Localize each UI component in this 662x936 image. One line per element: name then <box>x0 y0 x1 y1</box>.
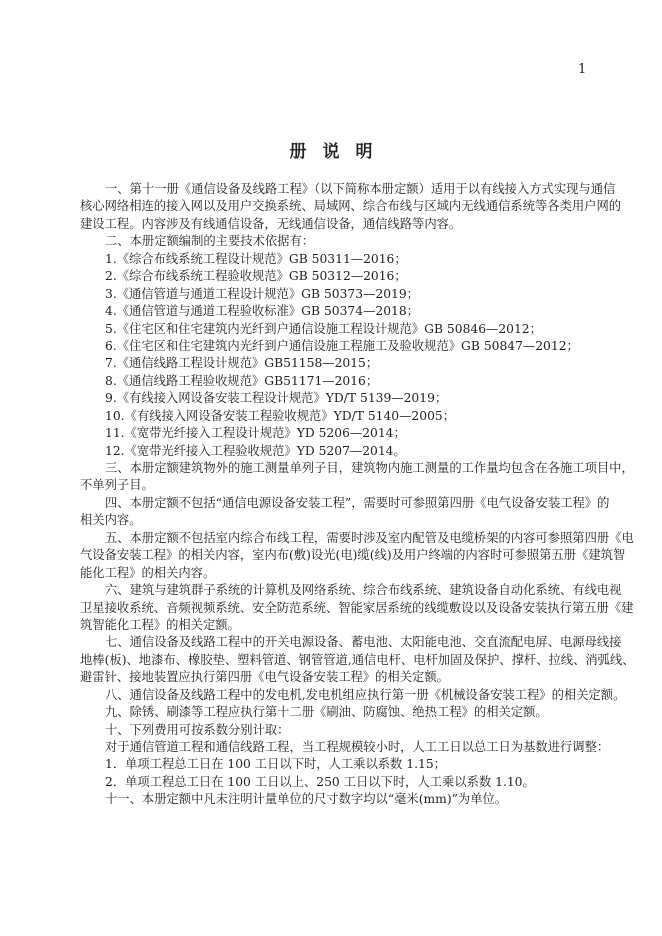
paragraph <box>80 756 592 773</box>
text-line: 核心网络相连的接入网以及用户交换系统、局域网、综合布线与区域内无线通信系统等各类用户网的 <box>80 199 622 214</box>
paragraph <box>80 251 592 268</box>
paragraph <box>80 722 592 739</box>
text-line: 10.《有线接入网设备安装工程验收规范》YD/T 5140—2005； <box>105 408 456 423</box>
text-line: 五、本册定额不包括室内综合布线工程，需要时涉及室内配管及电缆桥架的内容可参照第四册《电 <box>105 530 634 545</box>
text-line: 九、除锈、刷漆等工程应执行第十二册《刷油、防腐蚀、绝热工程》的相关定额。 <box>105 705 548 720</box>
text-line: 4.《通信管道与通道工程验收标准》GB 50374—2018； <box>105 304 419 319</box>
paragraph <box>80 687 626 704</box>
paragraph <box>80 408 592 425</box>
text-line: 6.《住宅区和住宅建筑内光纤到户通信设施工程施工及验收规范》GB 50847—2012； <box>105 338 579 353</box>
paragraph <box>80 704 592 721</box>
text-line: 地棒(板)、地漆布、橡胶垫、塑料管道、钢管管道,通信电杆、电杆加固及保护、撑杆、拉线、消弧线、 <box>80 652 635 667</box>
paragraph <box>80 634 635 686</box>
page-number: 1 <box>578 62 587 77</box>
text-line: 2.《综合布线系统工程验收规范》GB 50312—2016； <box>105 269 407 284</box>
text-line: 3.《通信管道与通道工程设计规范》GB 50373—2019； <box>105 286 419 301</box>
text-line: 建设工程。内容涉及有线通信设备，无线通信设备，通信线路等内容。 <box>80 216 462 231</box>
paragraph <box>80 425 592 442</box>
text-line: 1．单项工程总工日在 100 工日以下时，人工乘以系数 1.15； <box>105 757 446 772</box>
text-line: 避雷针、接地装置应执行第四册《电气设备安装工程》的相关定额。 <box>80 670 449 685</box>
text-line: 二、本册定额编制的主要技术依据有： <box>105 234 315 249</box>
page-title: 册说明 <box>289 142 389 162</box>
paragraph <box>80 321 592 338</box>
text-line: 气设备安装工程》的相关内容，室内布(敷)设光(电)缆(线)及用户终端的内容时可参照第五册《建筑智 <box>80 548 626 563</box>
text-line: 十一、本册定额中凡未注明计量单位的尺寸数字均以“毫米(mm)”为单位。 <box>105 792 508 807</box>
paragraph <box>80 338 592 355</box>
paragraph <box>80 460 634 495</box>
paragraph <box>80 443 592 460</box>
text-line: 筑智能化工程》的相关定额。 <box>80 617 240 632</box>
text-line: 对于通信管道工程和通信线路工程，当工程规模较小时，人工工日以总工日为基数进行调整： <box>105 740 610 754</box>
paragraph <box>80 495 610 530</box>
document-body <box>80 181 635 809</box>
text-line: 12.《宽带光纤接入工程验收规范》YD 5207—2014。 <box>105 443 406 458</box>
text-line: 三、本册定额建筑物外的施工测量单列子目，建筑物内施工测量的工作量均包含在各施工项目中， <box>105 461 634 475</box>
paragraph <box>80 268 592 285</box>
text-line: 四、本册定额不包括“通信电源设备安装工程”，需要时可参照第四册《电气设备安装工程》的 <box>105 495 610 510</box>
text-line: 不单列子目。 <box>80 478 154 493</box>
paragraph <box>80 303 592 320</box>
text-line: 5.《住宅区和住宅建筑内光纤到户通信设施工程设计规范》GB 50846—2012； <box>105 321 542 336</box>
text-line: 1.《综合布线系统工程设计规范》GB 50311—2016； <box>105 251 407 266</box>
paragraph <box>80 373 592 390</box>
text-line: 2．单项工程总工日在 100 工日以上、250 工日以下时，人工乘以系数 1.10。 <box>105 774 535 789</box>
paragraph <box>80 530 634 582</box>
text-line: 一、第十一册《通信设备及线路工程》（以下简称本册定额）适用于以有线接入方式实现与通信 <box>105 182 616 196</box>
text-line: 8.《通信线路工程验收规范》GB51171—2016； <box>105 373 379 388</box>
text-line: 能化工程》的相关内容。 <box>80 565 216 580</box>
text-line: 11.《宽带光纤接入工程设计规范》YD 5206—2014； <box>105 426 406 441</box>
text-line: 八、通信设备及线路工程中的发电机,发电机组应执行第一册《机械设备安装工程》的相关定额。 <box>105 687 626 702</box>
text-line: 六、建筑与建筑群子系统的计算机及网络系统、综合布线系统、建筑设备自动化系统、有线电视 <box>105 583 622 598</box>
paragraph <box>80 355 592 372</box>
text-line: 十、下列费用可按系数分别计取： <box>105 722 290 737</box>
paragraph <box>80 233 592 250</box>
text-line: 9.《有线接入网设备安装工程设计规范》YD/T 5139—2019； <box>105 391 448 406</box>
text-line: 卫星接收系统、音频视频系统、安全防范系统、智能家居系统的线缆敷设以及设备安装执行第五册《建 <box>80 600 634 615</box>
paragraph <box>80 582 634 634</box>
paragraph <box>80 286 592 303</box>
text-line: 相关内容。 <box>80 513 142 528</box>
paragraph <box>80 774 592 791</box>
paragraph <box>80 739 610 756</box>
paragraph <box>80 181 622 233</box>
paragraph <box>80 791 592 808</box>
text-line: 7.《通信线路工程设计规范》GB51158—2015； <box>105 356 379 371</box>
text-line: 七、通信设备及线路工程中的开关电源设备、蓄电池、太阳能电池、交直流配电屏、电源母线接 <box>105 635 622 650</box>
paragraph <box>80 390 592 407</box>
